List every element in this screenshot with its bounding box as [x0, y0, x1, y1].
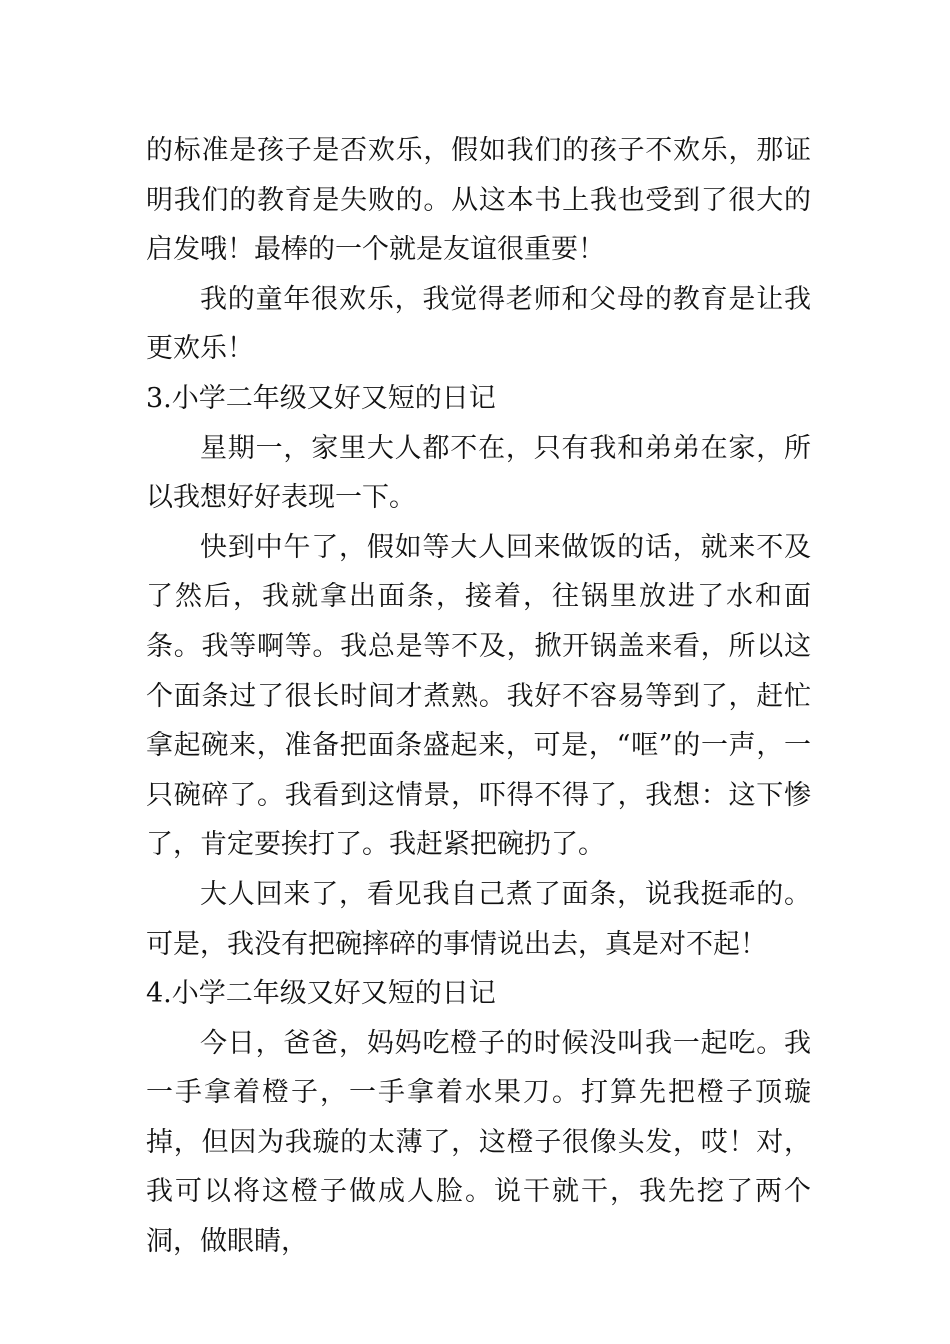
section-heading-4: 4.小学二年级又好又短的日记 [146, 978, 496, 1010]
paragraph: 我的童年很欢乐，我觉得老师和父母的教育是让我更欢乐！ [146, 283, 811, 365]
paragraph-continued: 的标准是孩子是否欢乐，假如我们的孩子不欢乐，那证明我们的教育是失败的。从这本书上我也受到了很大的启发哦！最棒的一个就是友谊很重要！ [146, 135, 811, 266]
paragraph: 快到中午了，假如等大人回来做饭的话，就来不及了然后，我就拿出面条，接着，往锅里放进了水和面条。我等啊等。我总是等不及，掀开锅盖来看，所以这个面条过了很长时间才煮熟。我好不容易等到了，赶忙拿起碗来，准备把面条盛起来，可是，“哐”的一声，一只碗碎了。我看到这情景，吓得不得了，我想：这下惨了，肯定要挨打了。我赶紧把碗扔了。 [146, 531, 811, 861]
paragraph: 大人回来了，看见我自己煮了面条，说我挺乖的。可是，我没有把碗摔碎的事情说出去，真是对不起！ [146, 878, 811, 960]
paragraph: 星期一，家里大人都不在，只有我和弟弟在家，所以我想好好表现一下。 [146, 432, 811, 514]
document-body [146, 126, 811, 1267]
section-heading-3: 3.小学二年级又好又短的日记 [146, 382, 496, 414]
paragraph: 今日，爸爸，妈妈吃橙子的时候没叫我一起吃。我一手拿着橙子，一手拿着水果刀。打算先把橙子顶璇掉，但因为我璇的太薄了，这橙子很像头发，哎！对，我可以将这橙子做成人脸。说干就干，我先挖了两个洞，做眼睛， [146, 1027, 811, 1258]
